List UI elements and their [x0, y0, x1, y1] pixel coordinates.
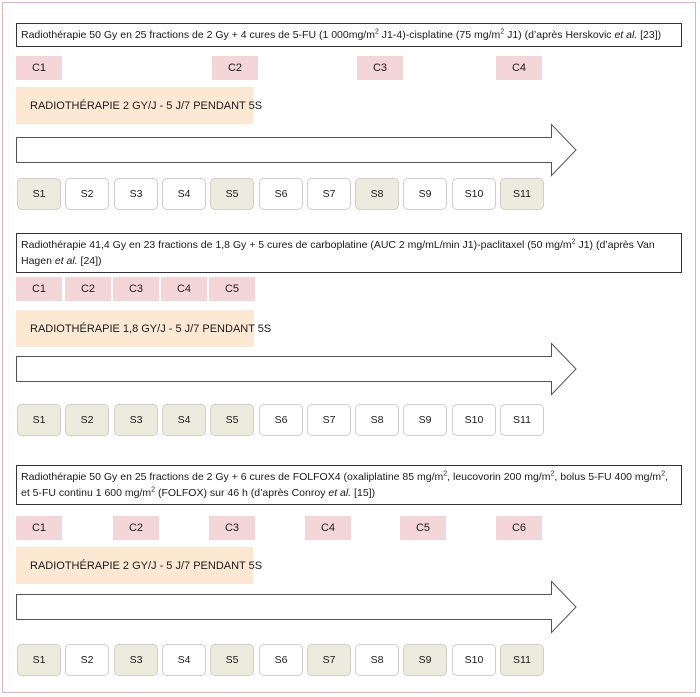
week-cell: S11: [500, 178, 544, 210]
week-cell: S5: [210, 644, 254, 676]
week-cell: S1: [17, 404, 61, 436]
title-fragment: , bolus 5-FU 400 mg/m: [554, 471, 662, 483]
chemo-cure-badge: C1: [16, 277, 62, 301]
week-cell: S3: [114, 404, 158, 436]
protocol-title: [16, 465, 682, 505]
week-cell: S7: [307, 404, 351, 436]
chemo-cure-badge: C4: [305, 516, 351, 540]
title-fragment: (FOLFOX) sur 46 h (d’après Conroy: [155, 487, 329, 499]
title-fragment: 2: [151, 486, 156, 494]
chemo-cure-badge: C1: [16, 516, 62, 540]
radiotherapy-bar: RADIOTHÉRAPIE 2 GY/J - 5 J/7 PENDANT 5S: [16, 547, 253, 584]
title-fragment: J1) (d’après Van Hagen: [21, 239, 655, 267]
title-fragment: et al.: [328, 487, 352, 499]
week-cell: S7: [307, 644, 351, 676]
timeline-arrow: [16, 339, 578, 399]
week-cell: S6: [259, 644, 303, 676]
chemo-cure-badge: C5: [400, 516, 446, 540]
week-cell: S6: [259, 404, 303, 436]
week-cell: S10: [452, 178, 496, 210]
title-fragment: Radiothérapie 41,4 Gy en 23 fractions de 1,8 Gy + 5 cures de carboplatine (AUC 2 mg/mL/min J1)-paclitaxel (50 mg/m: [21, 239, 572, 251]
week-cell: S11: [500, 644, 544, 676]
week-cell: S1: [17, 644, 61, 676]
timeline-arrow: [16, 120, 578, 180]
week-cell: S9: [403, 404, 447, 436]
week-cell: S5: [210, 404, 254, 436]
week-cell: S6: [259, 178, 303, 210]
title-fragment: [23]): [637, 29, 662, 41]
chemo-cure-badge: C2: [212, 56, 258, 80]
title-fragment: 2: [443, 470, 448, 478]
protocol-title: [16, 23, 682, 47]
title-fragment: [24]): [77, 255, 102, 267]
chemo-cure-badge: C4: [161, 277, 207, 301]
title-fragment: 2: [374, 28, 379, 36]
radiotherapy-bar: RADIOTHÉRAPIE 1,8 GY/J - 5 J/7 PENDANT 5S: [16, 310, 254, 347]
title-fragment: J1-4)-cisplatine (75 mg/m: [378, 29, 501, 41]
week-cell: S1: [17, 178, 61, 210]
week-cell: S10: [452, 644, 496, 676]
week-cell: S8: [355, 644, 399, 676]
protocol-title: [16, 233, 682, 273]
title-fragment: et al.: [614, 29, 638, 41]
chemo-cure-badge: C2: [65, 277, 111, 301]
chemo-cure-badge: C1: [16, 56, 62, 80]
title-fragment: 2: [550, 470, 555, 478]
chemo-cure-badge: C3: [113, 277, 159, 301]
chemo-cure-badge: C3: [209, 516, 255, 540]
title-fragment: , et 5-FU continu 1 600 mg/m: [21, 471, 669, 499]
week-cell: S5: [210, 178, 254, 210]
title-fragment: 2: [571, 238, 576, 246]
title-fragment: , leucovorin 200 mg/m: [447, 471, 551, 483]
week-cell: S4: [162, 178, 206, 210]
week-cell: S3: [114, 644, 158, 676]
title-fragment: et al.: [54, 255, 78, 267]
week-cell: S3: [114, 178, 158, 210]
chemo-cure-badge: C5: [209, 277, 255, 301]
title-fragment: 2: [500, 28, 505, 36]
week-cell: S10: [452, 404, 496, 436]
chemo-cure-badge: C6: [496, 516, 542, 540]
title-fragment: J1) (d’après Herskovic: [504, 29, 615, 41]
week-cell: S4: [162, 404, 206, 436]
radiotherapy-bar: RADIOTHÉRAPIE 2 GY/J - 5 J/7 PENDANT 5S: [16, 87, 253, 124]
timeline-arrow: [16, 577, 578, 637]
week-cell: S2: [65, 178, 109, 210]
title-fragment: Radiothérapie 50 Gy en 25 fractions de 2 Gy + 6 cures de FOLFOX4 (oxaliplatine 85 mg/m: [21, 471, 444, 483]
chemo-cure-badge: C3: [357, 56, 403, 80]
week-cell: S4: [162, 644, 206, 676]
week-cell: S8: [355, 404, 399, 436]
week-cell: S9: [403, 178, 447, 210]
chemo-cure-badge: C4: [496, 56, 542, 80]
week-cell: S2: [65, 404, 109, 436]
chemo-cure-badge: C2: [113, 516, 159, 540]
week-cell: S8: [355, 178, 399, 210]
week-cell: S2: [65, 644, 109, 676]
title-fragment: 2: [661, 470, 666, 478]
title-fragment: Radiothérapie 50 Gy en 25 fractions de 2 Gy + 4 cures de 5-FU (1 000mg/m: [21, 29, 375, 41]
week-cell: S7: [307, 178, 351, 210]
title-fragment: [15]): [351, 487, 376, 499]
week-cell: S9: [403, 644, 447, 676]
week-cell: S11: [500, 404, 544, 436]
